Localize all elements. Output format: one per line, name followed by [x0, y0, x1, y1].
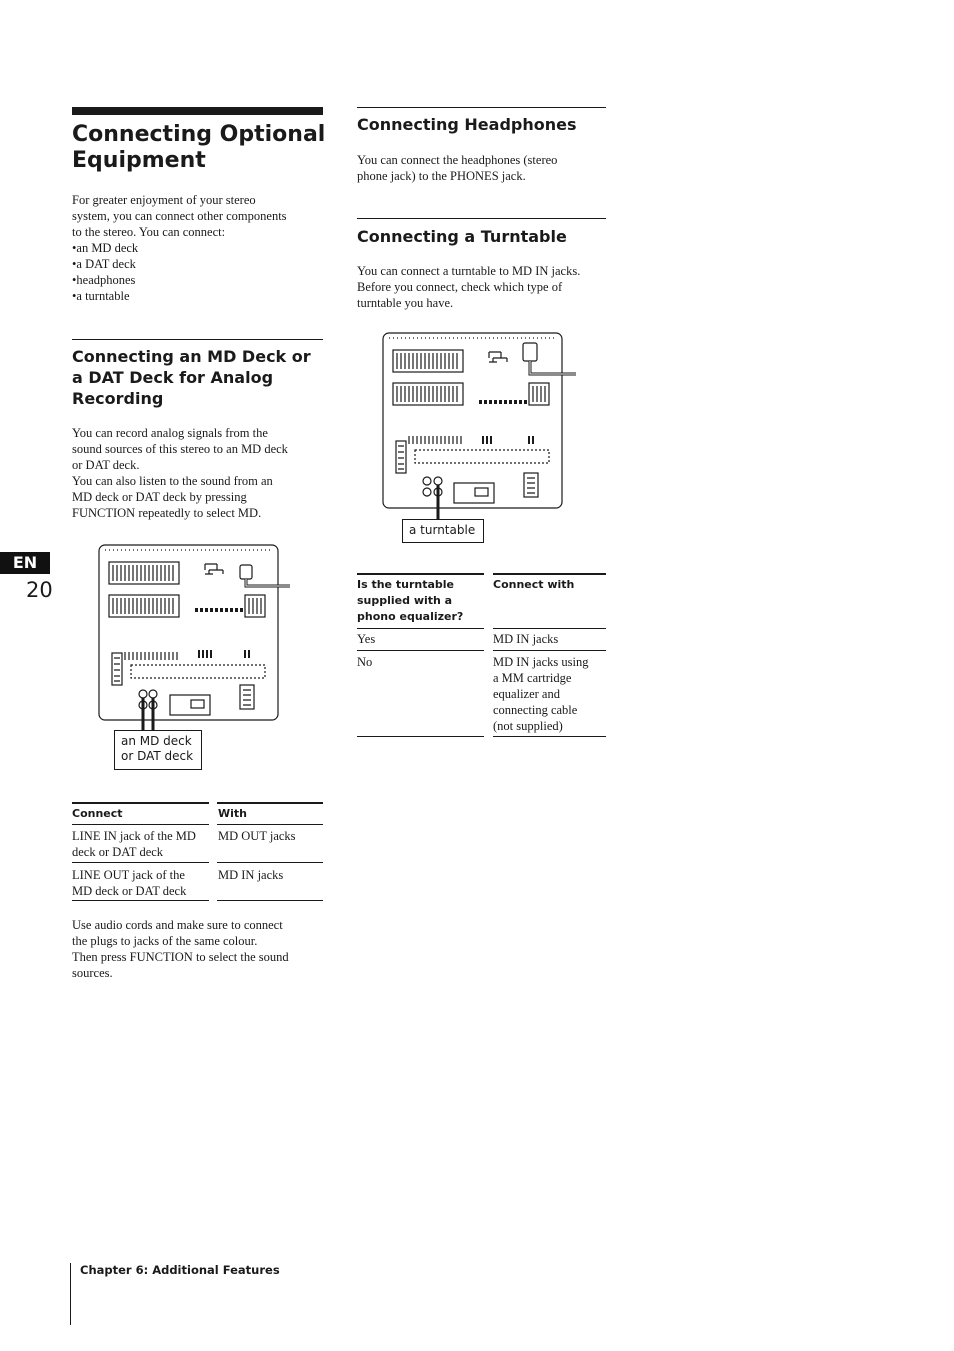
bullet-list — [72, 240, 332, 304]
cell-line: Yes — [357, 632, 376, 646]
table-header-rule — [217, 824, 323, 825]
md-callout-line: or DAT deck — [121, 749, 194, 763]
cell-line: a MM cartridge — [493, 671, 572, 685]
cell-line: connecting cable — [493, 703, 578, 717]
table-row-rule — [217, 862, 323, 863]
header-line: Is the turntable — [357, 578, 454, 591]
cell-line: LINE OUT jack of the — [72, 868, 185, 882]
table-top-rule — [493, 573, 606, 575]
cell-line: MD IN jacks — [493, 632, 559, 646]
table-bottom-rule — [72, 900, 209, 901]
intro-paragraph — [72, 192, 332, 304]
cell-line: (not supplied) — [493, 719, 563, 733]
table-row-rule — [493, 650, 606, 651]
table-cell-with — [218, 867, 323, 883]
page-title — [72, 122, 332, 174]
language-tab: EN — [0, 552, 50, 574]
md-footer-line: sources. — [72, 966, 113, 980]
page-title-line-2: Equipment — [72, 148, 206, 173]
md-deck-callout — [114, 730, 202, 770]
table-top-rule — [217, 802, 323, 804]
title-top-rule — [72, 107, 323, 115]
turntable-callout: a turntable — [402, 519, 484, 543]
table-bottom-rule — [217, 900, 323, 901]
headphones-section-title: Connecting Headphones — [357, 115, 577, 134]
cell-line: LINE IN jack of the MD — [72, 829, 196, 843]
bullet-item — [72, 288, 332, 304]
md-body-line: MD deck or DAT deck by pressing — [72, 490, 247, 504]
plug-symbol — [205, 564, 223, 574]
bullet-item — [72, 240, 332, 256]
cell-line: equalizer and — [493, 687, 560, 701]
md-title-line: Connecting an MD Deck or — [72, 347, 311, 366]
terminal-strip-top-left — [109, 562, 179, 584]
header-line: Connect with — [493, 578, 575, 591]
table-header-with: With — [218, 807, 247, 820]
turntable-connection-diagram — [380, 328, 580, 528]
md-body-line: You can also listen to the sound from an — [72, 474, 273, 488]
intro-line: system, you can connect other components — [72, 209, 287, 223]
md-title-line: a DAT Deck for Analog — [72, 368, 274, 387]
md-body-line: or DAT deck. — [72, 458, 140, 472]
table-header-rule — [357, 628, 484, 629]
headphones-section-rule — [357, 107, 606, 108]
cell-line: No — [357, 655, 373, 669]
bullet-item — [72, 256, 332, 272]
table-header-connect: Connect — [72, 807, 123, 820]
header-line: supplied with a — [357, 594, 453, 607]
terminal-strip-bottom-left — [109, 595, 179, 617]
stereo-rear-panel — [383, 333, 576, 508]
table-bottom-rule — [493, 736, 606, 737]
md-body-line: FUNCTION repeatedly to select MD. — [72, 506, 262, 520]
cell-line: MD IN jacks using — [493, 655, 589, 669]
turntable-body-line: You can connect a turntable to MD IN jacks. — [357, 264, 581, 278]
intro-line: to the stereo. You can connect: — [72, 225, 226, 239]
table-header-rule — [72, 824, 209, 825]
md-footer-line: Then press FUNCTION to select the sound — [72, 950, 289, 964]
table-cell-question — [357, 654, 487, 670]
terminal-strip-right — [529, 383, 549, 405]
turntable-body-line: turntable you have. — [357, 296, 454, 310]
cell-line: MD deck or DAT deck — [72, 884, 187, 898]
stereo-rear-panel — [99, 545, 290, 720]
table-top-rule — [357, 573, 484, 575]
md-cable-lines — [143, 698, 153, 732]
table-row-rule — [357, 650, 484, 651]
bullet-text: headphones — [76, 273, 136, 287]
table-bottom-rule — [357, 736, 484, 737]
page-title-line-1: Connecting Optional — [72, 122, 326, 147]
md-title-line: Recording — [72, 389, 164, 408]
header-line: phono equalizer? — [357, 610, 464, 623]
cell-line: MD IN jacks — [218, 868, 284, 882]
table-row-rule — [72, 862, 209, 863]
headphones-body-line: phone jack) to the PHONES jack. — [357, 169, 526, 183]
md-section-body — [72, 425, 332, 521]
md-callout-line: an MD deck — [121, 734, 192, 748]
table-cell-connect — [72, 867, 217, 899]
table-cell-answer — [493, 654, 606, 734]
table-header-rule — [493, 628, 606, 629]
chapter-footer: Chapter 6: Additional Features — [80, 1263, 280, 1277]
intro-line: For greater enjoyment of your stereo — [72, 193, 256, 207]
cell-line: deck or DAT deck — [72, 845, 164, 859]
bullet-text: a turntable — [76, 289, 130, 303]
table-top-rule — [72, 802, 209, 804]
terminal-strip-bottom-left — [393, 383, 463, 405]
table-cell-question — [357, 631, 487, 647]
turntable-section-rule — [357, 218, 606, 219]
md-body-line: You can record analog signals from the — [72, 426, 268, 440]
table-cell-connect — [72, 828, 217, 860]
terminal-strip-top-left — [393, 350, 463, 372]
terminal-strip-right — [245, 595, 265, 617]
turntable-section-title: Connecting a Turntable — [357, 227, 567, 246]
table-header-question — [357, 577, 487, 625]
md-footer-line: Use audio cords and make sure to connect — [72, 918, 283, 932]
cell-line: MD OUT jacks — [218, 829, 296, 843]
headphones-body — [357, 152, 617, 184]
md-body-line: sound sources of this stereo to an MD deck — [72, 442, 288, 456]
turntable-body — [357, 263, 617, 311]
md-section-rule — [72, 339, 323, 340]
md-footer-line: the plugs to jacks of the same colour. — [72, 934, 258, 948]
bullet-text: a DAT deck — [76, 257, 136, 271]
table-cell-answer — [493, 631, 606, 647]
bullet-item — [72, 272, 332, 288]
bullet-text: an MD deck — [76, 241, 139, 255]
md-footer-paragraph — [72, 917, 332, 981]
plug-symbol — [489, 352, 507, 362]
md-section-title — [72, 346, 332, 409]
table-header-connect-with — [493, 577, 606, 593]
table-cell-with — [218, 828, 323, 844]
footer-vertical-rule — [70, 1263, 71, 1325]
page-number: 20 — [26, 578, 53, 602]
turntable-body-line: Before you connect, check which type of — [357, 280, 563, 294]
headphones-body-line: You can connect the headphones (stereo — [357, 153, 558, 167]
